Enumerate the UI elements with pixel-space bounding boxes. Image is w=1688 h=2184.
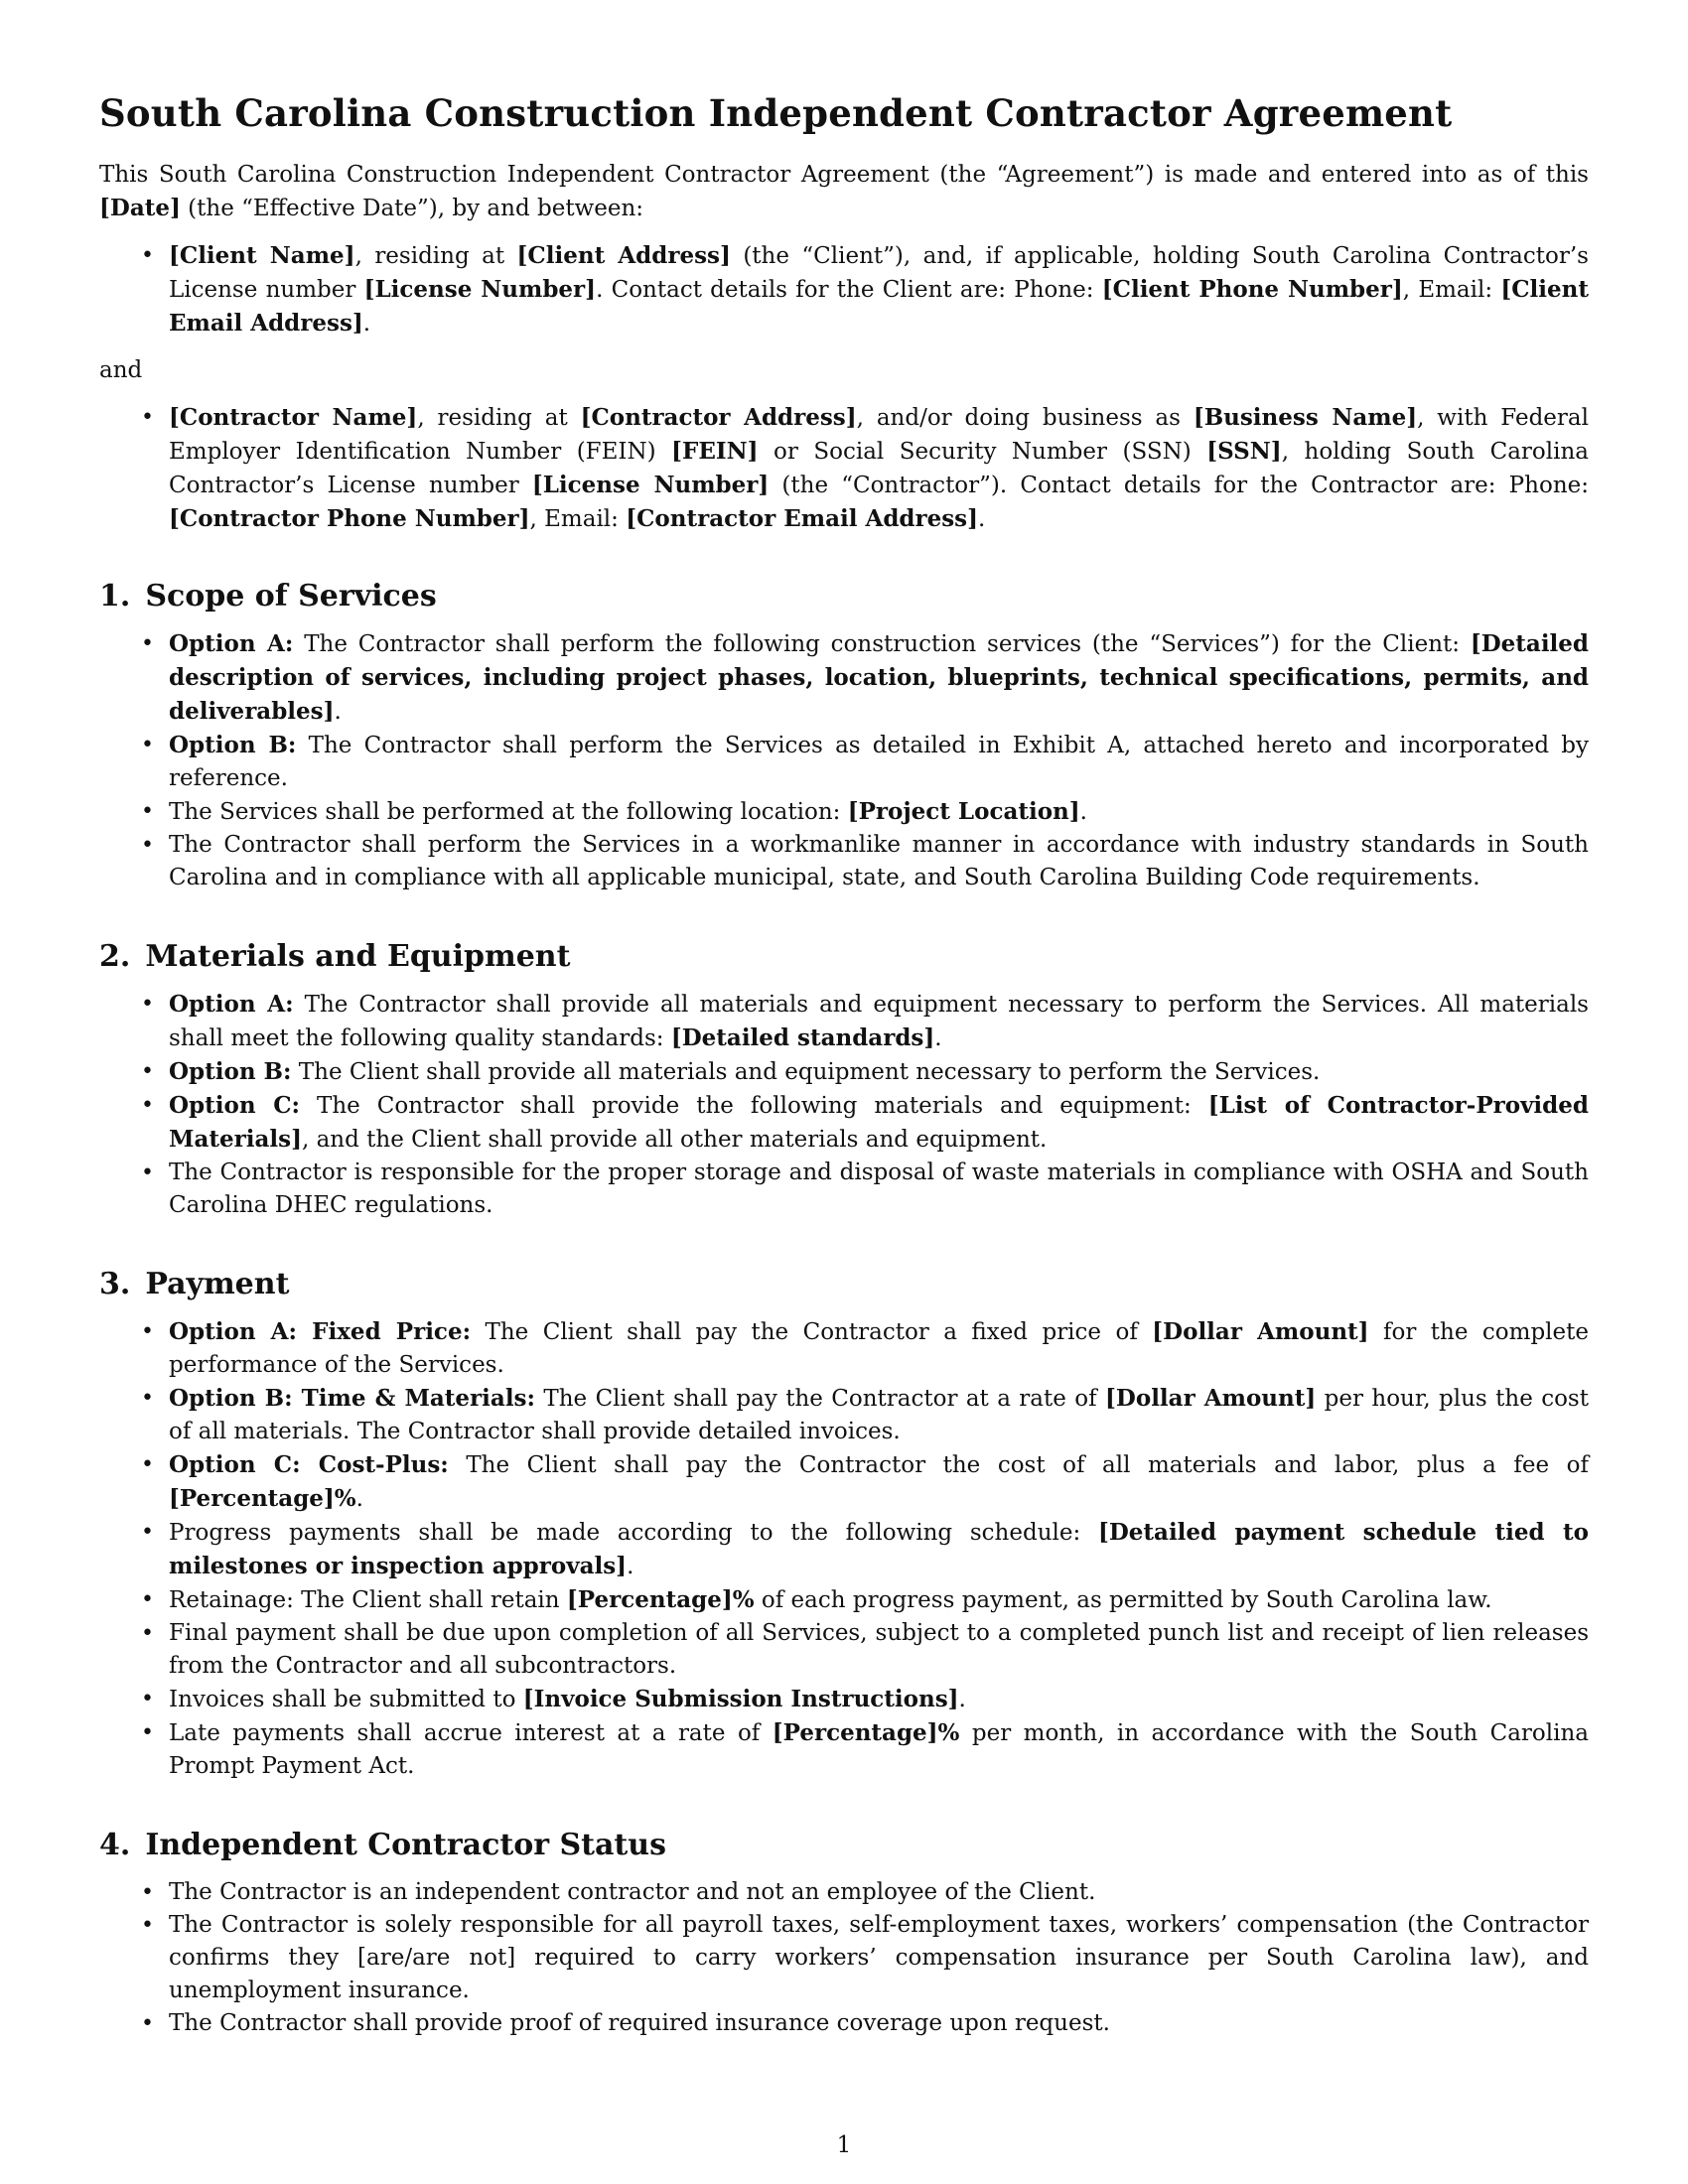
contractor-name-placeholder: [Contractor Name] bbox=[169, 404, 418, 431]
date-placeholder: [Date] bbox=[99, 195, 181, 221]
contractor-text: (the “Contractor”). Contact details for the Contractor are: Phone: bbox=[769, 473, 1589, 498]
client-text: (the “Client”), and, if applicable, holding South Carolina Contractor’s License number bbox=[169, 243, 1589, 303]
client-address-placeholder: [Client Address] bbox=[516, 242, 731, 269]
fein-placeholder: [FEIN] bbox=[671, 438, 759, 465]
placeholder: [Dollar Amount] bbox=[1105, 1385, 1317, 1412]
client-text: , Email: bbox=[1402, 277, 1501, 303]
item-text: . bbox=[334, 699, 342, 725]
item-text: Progress payments shall be made according to the following schedule: bbox=[169, 1520, 1098, 1546]
section-independent-contractor-status bbox=[99, 1825, 1589, 2040]
contractor-text: , and/or doing business as bbox=[856, 405, 1194, 431]
section-list bbox=[99, 627, 1589, 894]
list-item bbox=[169, 1583, 1589, 1617]
client-party-item bbox=[169, 239, 1589, 341]
intro-paragraph bbox=[99, 159, 1589, 225]
section-scope-of-services bbox=[99, 576, 1589, 894]
option-label: Option B: bbox=[169, 732, 297, 758]
placeholder: [Dollar Amount] bbox=[1152, 1318, 1369, 1345]
and-connector: and bbox=[99, 357, 143, 383]
list-item bbox=[169, 1716, 1589, 1783]
item-text: The Contractor is an independent contractor and not an employee of the Client. bbox=[169, 1879, 1096, 1905]
contractor-text: , with Federal Employer Identification Number (FEIN) bbox=[169, 405, 1589, 465]
section-heading: 2. Materials and Equipment bbox=[99, 939, 571, 974]
placeholder: [Percentage]% bbox=[169, 1485, 356, 1512]
list-item bbox=[169, 795, 1589, 829]
placeholder: [Invoice Submission Instructions] bbox=[522, 1686, 959, 1712]
item-text: The Contractor is solely responsible for all payroll taxes, self-employment taxes, workers’ compensation (the Contractor confirms they [are/are not] required to carry workers’ compensation insurance per South Carolina law), and unemployment insurance. bbox=[169, 1912, 1589, 2003]
placeholder: [Detailed standards] bbox=[670, 1024, 935, 1051]
ssn-placeholder: [SSN] bbox=[1206, 438, 1282, 465]
client-text: . Contact details for the Client are: Phone: bbox=[596, 277, 1102, 303]
item-text: per month, in accordance with the South Carolina Prompt Payment Act. bbox=[169, 1720, 1590, 1779]
intro-text: This South Carolina Construction Independent Contractor Agreement (the “Agreement”) is made and entered into as of this bbox=[99, 162, 1589, 188]
item-text: The Contractor shall perform the Services as detailed in Exhibit A, attached hereto and incorporated by reference. bbox=[169, 733, 1589, 791]
item-text: The Contractor shall provide the following materials and equipment: bbox=[300, 1093, 1208, 1119]
option-label: Option B: bbox=[169, 1058, 292, 1085]
placeholder: [Detailed payment schedule tied to milestones or inspection approvals] bbox=[169, 1519, 1589, 1579]
item-text: Late payments shall accrue interest at a rate of bbox=[169, 1720, 773, 1746]
contractor-text: or Social Security Number (SSN) bbox=[758, 439, 1207, 465]
placeholder: [Detailed description of services, including project phases, location, blueprints, technical specifications, permits, and deliverables] bbox=[169, 630, 1590, 725]
placeholder: [Project Location] bbox=[847, 798, 1080, 825]
item-text: Final payment shall be due upon completion of all Services, subject to a completed punch list and receipt of lien releases from the Contractor and all subcontractors. bbox=[169, 1620, 1589, 1679]
contractor-party-item bbox=[169, 401, 1589, 536]
contractor-text: . bbox=[978, 506, 986, 532]
list-item bbox=[169, 1382, 1589, 1448]
option-label: Option B: Time & Materials: bbox=[169, 1385, 535, 1412]
item-text: of each progress payment, as permitted by South Carolina law. bbox=[754, 1587, 1492, 1613]
item-text: Invoices shall be submitted to bbox=[169, 1687, 523, 1712]
section-heading: 4. Independent Contractor Status bbox=[99, 1828, 666, 1862]
client-party-list bbox=[99, 239, 1589, 341]
list-item bbox=[169, 1909, 1589, 2007]
document-page bbox=[99, 87, 1589, 2040]
contractor-party-list bbox=[99, 401, 1589, 536]
item-text: Retainage: The Client shall retain bbox=[169, 1587, 567, 1613]
client-text: . bbox=[362, 311, 371, 337]
client-phone-placeholder: [Client Phone Number] bbox=[1101, 276, 1403, 303]
list-item bbox=[169, 1055, 1589, 1089]
item-text: The Client shall provide all materials and equipment necessary to perform the Services. bbox=[291, 1059, 1321, 1085]
item-text: . bbox=[355, 1486, 363, 1512]
option-label: Option A: bbox=[169, 630, 294, 657]
option-label: Option C: bbox=[169, 1092, 301, 1119]
document-title: South Carolina Construction Independent Contractor Agreement bbox=[99, 91, 1453, 135]
list-item bbox=[169, 1157, 1589, 1222]
item-text: The Contractor shall perform the Services in a workmanlike manner in accordance with industry standards in South Carolina and in compliance with all applicable municipal, state, and South Carolina Building Code requirements. bbox=[169, 832, 1589, 890]
item-text: for the complete performance of the Services. bbox=[169, 1319, 1589, 1378]
list-item bbox=[169, 829, 1589, 894]
intro-text: (the “Effective Date”), by and between: bbox=[180, 196, 644, 221]
list-item bbox=[169, 1448, 1589, 1516]
item-text: per hour, plus the cost of all materials. The Contractor shall provide detailed invoices. bbox=[169, 1386, 1589, 1444]
section-heading: 3. Payment bbox=[99, 1267, 290, 1301]
list-item bbox=[169, 1617, 1589, 1683]
item-text: . bbox=[958, 1687, 966, 1712]
option-label: Option A: bbox=[169, 991, 294, 1018]
client-email-placeholder: [Client Email Address] bbox=[169, 276, 1589, 337]
contractor-text: , residing at bbox=[417, 405, 581, 431]
contractor-text: , holding South Carolina Contractor’s License number bbox=[169, 439, 1589, 498]
item-text: The Contractor shall provide all materials and equipment necessary to perform the Services. All materials shall meet the following quality standards: bbox=[169, 992, 1589, 1051]
item-text: The Client shall pay the Contractor a fixed price of bbox=[471, 1319, 1153, 1345]
client-license-placeholder: [License Number] bbox=[363, 276, 597, 303]
item-text: The Services shall be performed at the following location: bbox=[169, 799, 848, 825]
section-list bbox=[99, 1876, 1589, 2040]
list-item bbox=[169, 1516, 1589, 1583]
contractor-license-placeholder: [License Number] bbox=[531, 472, 770, 498]
client-name-placeholder: [Client Name] bbox=[169, 242, 355, 269]
item-text: The Contractor is responsible for the proper storage and disposal of waste materials in compliance with OSHA and South Carolina DHEC regulations. bbox=[169, 1160, 1589, 1218]
item-text: The Client shall pay the Contractor at a rate of bbox=[535, 1386, 1106, 1412]
list-item bbox=[169, 988, 1589, 1055]
contractor-text: , Email: bbox=[529, 506, 627, 532]
section-list bbox=[99, 988, 1589, 1222]
list-item bbox=[169, 1876, 1589, 1909]
option-label: Option C: Cost-Plus: bbox=[169, 1451, 449, 1478]
item-text: . bbox=[1079, 799, 1087, 825]
contractor-address-placeholder: [Contractor Address] bbox=[580, 404, 857, 431]
placeholder: [List of Contractor-Provided Materials] bbox=[169, 1092, 1589, 1153]
item-text: . bbox=[934, 1025, 942, 1051]
list-item bbox=[169, 1089, 1589, 1157]
section-heading: 1. Scope of Services bbox=[99, 579, 437, 614]
item-text: . bbox=[627, 1554, 634, 1579]
page-number: 1 bbox=[836, 2132, 852, 2158]
list-item bbox=[169, 2007, 1589, 2040]
list-item bbox=[169, 627, 1589, 729]
item-text: , and the Client shall provide all other materials and equipment. bbox=[301, 1127, 1048, 1153]
section-materials-and-equipment bbox=[99, 936, 1589, 1222]
item-text: The Contractor shall provide proof of required insurance coverage upon request. bbox=[169, 2010, 1110, 2036]
item-text: The Contractor shall perform the following construction services (the “Services”) for the Client: bbox=[293, 631, 1471, 657]
business-name-placeholder: [Business Name] bbox=[1193, 404, 1418, 431]
option-label: Option A: Fixed Price: bbox=[169, 1318, 472, 1345]
placeholder: [Percentage]% bbox=[566, 1586, 755, 1613]
section-list bbox=[99, 1315, 1589, 1783]
list-item bbox=[169, 729, 1589, 795]
item-text: The Client shall pay the Contractor the cost of all materials and labor, plus a fee of bbox=[448, 1452, 1590, 1478]
list-item bbox=[169, 1683, 1589, 1716]
contractor-email-placeholder: [Contractor Email Address] bbox=[626, 505, 979, 532]
placeholder: [Percentage]% bbox=[772, 1719, 960, 1746]
list-item bbox=[169, 1315, 1589, 1382]
contractor-phone-placeholder: [Contractor Phone Number] bbox=[169, 505, 530, 532]
client-text: , residing at bbox=[354, 243, 517, 269]
section-payment bbox=[99, 1264, 1589, 1783]
